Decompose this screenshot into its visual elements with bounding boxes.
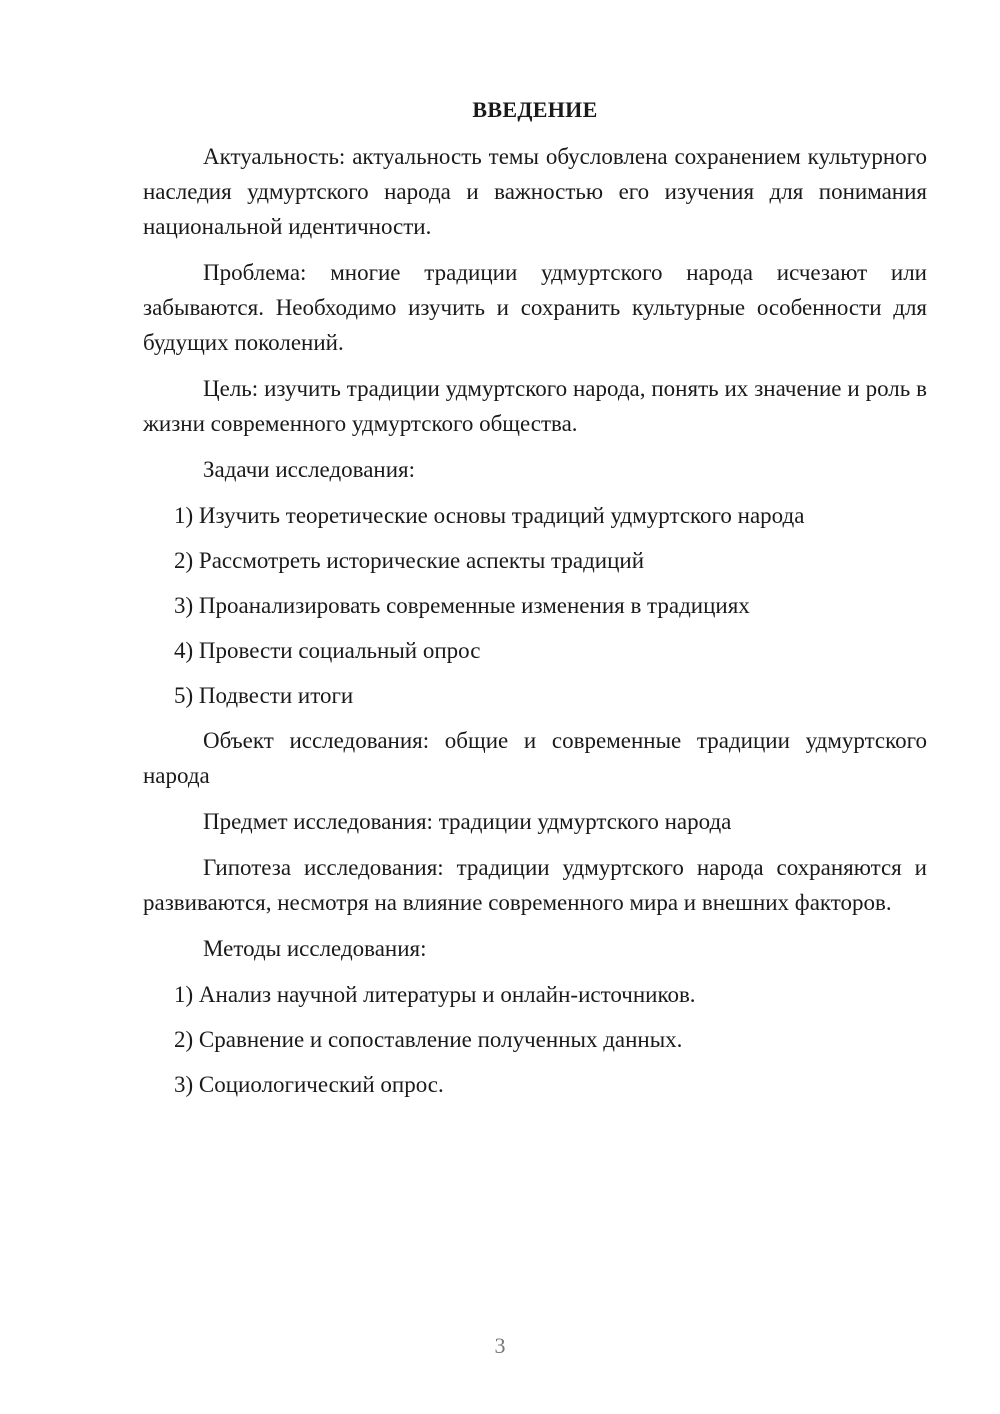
list-item: 3) Проанализировать современные изменения в традициях — [174, 593, 750, 618]
tasks-heading: Задачи исследования: — [203, 457, 416, 482]
relevance-paragraph: Актуальность: актуальность темы обусловлена сохранением культурного наследия удмуртского народа и важностью его изучения для понимания национальной идентичности. — [143, 144, 927, 239]
subject-paragraph: Предмет исследования: традиции удмуртского народа — [203, 809, 732, 834]
list-item: 2) Сравнение и сопоставление полученных данных. — [174, 1027, 683, 1052]
document-body — [143, 92, 927, 1112]
page-title: ВВЕДЕНИЕ — [472, 97, 598, 122]
problem-paragraph: Проблема: многие традиции удмуртского народа исчезают или забываются. Необходимо изучить и сохранить культурные особенности для будущих поколений. — [143, 260, 927, 355]
list-item: 1) Изучить теоретические основы традиций удмуртского народа — [174, 503, 805, 528]
methods-list — [143, 977, 927, 1102]
list-item: 2) Рассмотреть исторические аспекты традиций — [174, 548, 645, 573]
list-item: 5) Подвести итоги — [174, 683, 354, 708]
list-item: 4) Провести социальный опрос — [174, 638, 481, 663]
goal-paragraph: Цель: изучить традиции удмуртского народа, понять их значение и роль в жизни современного удмуртского общества. — [143, 376, 927, 436]
tasks-list — [143, 498, 927, 713]
methods-heading: Методы исследования: — [203, 936, 427, 961]
page-number: 3 — [494, 1333, 506, 1358]
object-paragraph: Объект исследования: общие и современные традиции удмуртского народа — [143, 728, 927, 788]
list-item: 3) Социологический опрос. — [174, 1072, 444, 1097]
list-item: 1) Анализ научной литературы и онлайн-источников. — [174, 982, 696, 1007]
hypothesis-paragraph: Гипотеза исследования: традиции удмуртского народа сохраняются и развиваются, несмотря на влияние современного мира и внешних факторов. — [143, 855, 927, 915]
